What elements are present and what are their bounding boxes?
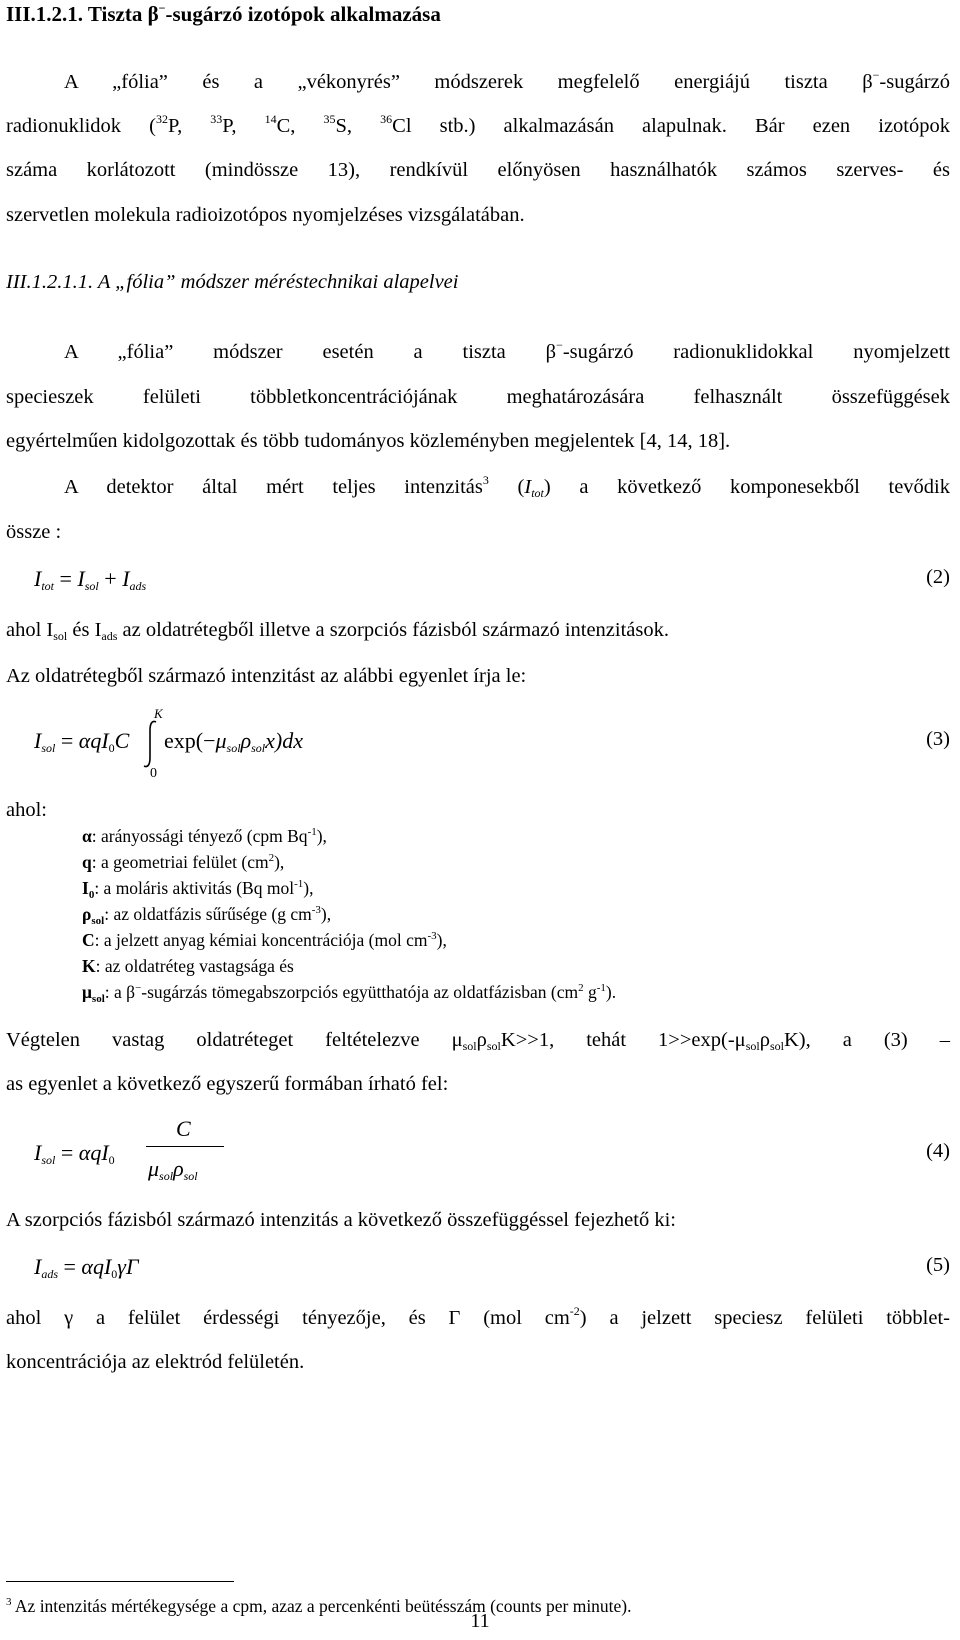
def-sub: sol: [91, 915, 105, 927]
para4-line-2: koncentrációja az elektród felületén.: [6, 1351, 305, 1373]
definition-mu: [82, 982, 616, 1003]
subscript: sol: [53, 629, 68, 643]
def-symbol: K: [82, 956, 96, 976]
footnote-ref: 3: [482, 473, 489, 487]
math-symbol: αqI: [81, 1254, 112, 1279]
def-text: : a β: [104, 982, 136, 1002]
math-subscript: ads: [129, 579, 147, 593]
intro-line-2: [6, 114, 950, 139]
definition-alpha: [82, 826, 327, 847]
subscript: sol: [462, 1039, 477, 1053]
def-symbol: q: [82, 852, 92, 872]
math-symbol: I: [77, 566, 85, 591]
def-text: : a moláris aktivitás (Bq mol: [94, 878, 295, 898]
math-symbol: μ: [215, 728, 227, 753]
equals-sign: =: [60, 728, 74, 753]
math-symbol: αqI: [78, 728, 109, 753]
def-sup: -1: [294, 878, 304, 890]
para1-line-1: [64, 340, 950, 365]
mass-number: 32: [155, 112, 168, 126]
equals-sign: =: [59, 566, 72, 591]
math-subscript: tot: [531, 486, 544, 500]
heading-text: Tiszta β: [87, 2, 159, 26]
text: K), a (3) –: [783, 1029, 951, 1051]
math-subscript: sol: [159, 1169, 174, 1183]
heading-text-end: -sugárzó izotópok alkalmazása: [165, 2, 441, 26]
mass-number: 36: [380, 112, 393, 126]
ahol-label: ahol:: [6, 799, 47, 821]
math-symbol: γΓ: [117, 1254, 139, 1279]
def-text: : a geometriai felület (cm: [91, 852, 269, 872]
footnote-text: Az intenzitás mértékegysége a cpm, azaz a percenkénti beütésszám (counts per minute).: [11, 1596, 632, 1616]
equation-number-5: (5): [926, 1254, 950, 1276]
definition-K: [82, 956, 294, 977]
equation-2: [34, 566, 950, 592]
math-subscript: sol: [251, 741, 266, 755]
math-subscript: tot: [41, 579, 54, 593]
intro-eq5: A szorpciós fázisból származó intenzitás a következő összefüggéssel fejezhető ki:: [6, 1209, 676, 1231]
def-sup: -1: [596, 982, 606, 994]
math-subscript: ads: [41, 1267, 58, 1281]
definition-rho: [82, 904, 331, 925]
fraction-denominator: [148, 1156, 198, 1182]
def-text: : az oldatréteg vastagsága és: [95, 956, 294, 976]
def-end: ),: [436, 930, 447, 950]
math-symbol: x)dx: [265, 728, 303, 753]
text: -sugárzó radionuklidokkal nyomjelzett: [562, 341, 950, 363]
definition-q: [82, 852, 284, 873]
text: ) a jelzett speciesz felületi többlet-: [579, 1307, 950, 1329]
element: P,: [167, 115, 211, 137]
def-end: ),: [274, 852, 285, 872]
equals-sign: =: [63, 1254, 76, 1279]
intro-line-3: száma korlátozott (mindössze 13), rendkívül előnyösen használhatók számos szerves- és: [6, 159, 950, 181]
subscript: sol: [745, 1039, 760, 1053]
equation-number-4: (4): [926, 1140, 950, 1162]
para4-line-1: [6, 1306, 950, 1331]
text: ρ: [759, 1029, 770, 1051]
fraction-numerator: C: [176, 1116, 191, 1141]
math-subscript: sol: [41, 1153, 56, 1167]
def-text: : az oldatfázis sűrűsége (g cm: [104, 904, 312, 924]
minus-sup: −: [872, 68, 880, 82]
page-number: 11: [470, 1610, 490, 1632]
def-end: ),: [320, 904, 332, 924]
subscript: ads: [101, 629, 118, 643]
text: ) a következő komponesekből tevődik: [543, 476, 951, 498]
math-subscript: sol: [226, 741, 241, 755]
math-symbol: I: [34, 728, 42, 753]
math-symbol: μ: [148, 1156, 160, 1181]
text: (: [488, 476, 525, 498]
math-subscript: 0: [108, 1153, 115, 1167]
para3-line-1: [6, 1028, 950, 1053]
text: ahol I: [6, 619, 54, 641]
math-symbol: I: [122, 566, 130, 591]
element: C,: [276, 115, 324, 137]
intro-eq3: Az oldatrétegből származó intenzitást az alábbi egyenlet írja le:: [6, 665, 527, 687]
text: -sugárzó: [879, 71, 950, 93]
superscript: -2: [569, 1304, 580, 1318]
integral-sign: [140, 718, 162, 770]
def-symbol: α: [82, 826, 92, 846]
math-symbol: ρ: [173, 1156, 184, 1181]
plus-sign: +: [104, 566, 117, 591]
element: P,: [222, 115, 265, 137]
def-text: : arányossági tényező (cpm Bq: [91, 826, 308, 846]
section-number: III.1.2.1.: [6, 2, 84, 26]
math-subscript: 0: [108, 741, 115, 755]
definition-I0: [82, 878, 313, 899]
math-subscript: sol: [84, 579, 99, 593]
text: radionuklidok (: [6, 115, 156, 137]
math-symbol: C: [114, 728, 130, 753]
math-symbol: I: [524, 476, 532, 498]
text: és I: [67, 619, 102, 641]
def-sup: -3: [427, 930, 437, 942]
element: S,: [335, 115, 381, 137]
para1-line-2: specieszek felületi többletkoncentrációjának meghatározására felhasznált összefüggések: [6, 386, 950, 408]
footnote-rule: [6, 1581, 234, 1582]
def-symbol: C: [82, 930, 95, 950]
def-text: -sugárzás tömegabszorpciós együtthatója az oldatfázisban (cm: [141, 982, 579, 1002]
math-subscript: sol: [183, 1169, 198, 1183]
def-sup: −: [135, 982, 142, 994]
equation-number-3: (3): [926, 728, 950, 750]
heading-minus-sup: −: [158, 1, 166, 15]
footnote-mark: 3: [6, 1596, 12, 1608]
subsection-heading: III.1.2.1.1. A „fólia” módszer méréstechnikai alapelvei: [6, 271, 459, 293]
intro-line-1: [64, 70, 950, 95]
text: K>>1, tehát 1>>exp(-μ: [500, 1029, 746, 1051]
def-end: ).: [605, 982, 617, 1002]
def-text: : a jelzett anyag kémiai koncentrációja (mol cm: [94, 930, 428, 950]
def-sup: -1: [307, 826, 317, 838]
text: ρ: [476, 1029, 487, 1051]
def-text: g: [583, 982, 597, 1002]
text: Cl stb.) alkalmazásán alapulnak. Bár ezen izotópok: [392, 115, 950, 137]
math-symbol: I: [34, 1254, 42, 1279]
minus-sup: −: [556, 338, 563, 352]
equation-number-2: (2): [926, 566, 950, 588]
para2-line-2: össze :: [6, 521, 62, 543]
def-sup: 2: [268, 852, 275, 864]
math-function: exp(−: [164, 728, 216, 753]
def-end: ),: [316, 826, 327, 846]
subscript: sol: [486, 1039, 501, 1053]
para1-line-3: egyértelműen kidolgozottak és több tudományos közleményben megjelentek [4, 14, 18].: [6, 430, 731, 452]
fraction-bar: [146, 1146, 224, 1147]
mass-number: 33: [210, 112, 223, 126]
mass-number: 14: [264, 112, 277, 126]
section-heading: [6, 2, 950, 27]
math-symbol: αqI: [78, 1140, 109, 1165]
equals-sign: =: [60, 1140, 74, 1165]
def-sup: 2: [578, 982, 584, 994]
integral-lower-limit: 0: [150, 766, 157, 781]
math-symbol: I: [34, 1140, 42, 1165]
text: Végtelen vastag oldatréteget feltételezve μ: [6, 1029, 463, 1051]
after-eq2-line: [6, 618, 950, 643]
integral-upper-limit: K: [154, 706, 163, 721]
def-sub: 0: [88, 889, 95, 901]
def-sub: sol: [91, 993, 105, 1005]
para2-line-1: [64, 475, 950, 500]
intro-line-4: szervetlen molekula radioizotópos nyomjelzéses vizsgálatában.: [6, 204, 525, 226]
text: az oldatrétegből illetve a szorpciós fázisból származó intenzitások.: [117, 619, 669, 641]
mass-number: 35: [323, 112, 336, 126]
text: A „fólia” és a „vékonyrés” módszerek megfelelő energiájú tiszta β: [64, 71, 873, 93]
definition-C: [82, 930, 447, 951]
text: A detektor által mért teljes intenzitás: [64, 476, 483, 498]
def-symbol: ρ: [82, 904, 92, 924]
def-end: ),: [303, 878, 314, 898]
math-symbol: ρ: [240, 728, 252, 753]
equation-5: [34, 1254, 950, 1280]
def-symbol: I: [82, 878, 89, 898]
para3-line-2: as egyenlet a következő egyszerű formában írható fel:: [6, 1073, 449, 1095]
text: A „fólia” módszer esetén a tiszta β: [64, 341, 557, 363]
def-symbol: μ: [82, 982, 92, 1002]
math-symbol: I: [34, 566, 42, 591]
math-subscript: 0: [111, 1267, 118, 1281]
subscript: sol: [769, 1039, 784, 1053]
math-subscript: sol: [41, 741, 56, 755]
equation-3-integrand: [164, 728, 950, 754]
text: ahol γ a felület érdességi tényezője, és Γ (mol cm: [6, 1307, 570, 1329]
def-sup: -3: [311, 904, 321, 916]
